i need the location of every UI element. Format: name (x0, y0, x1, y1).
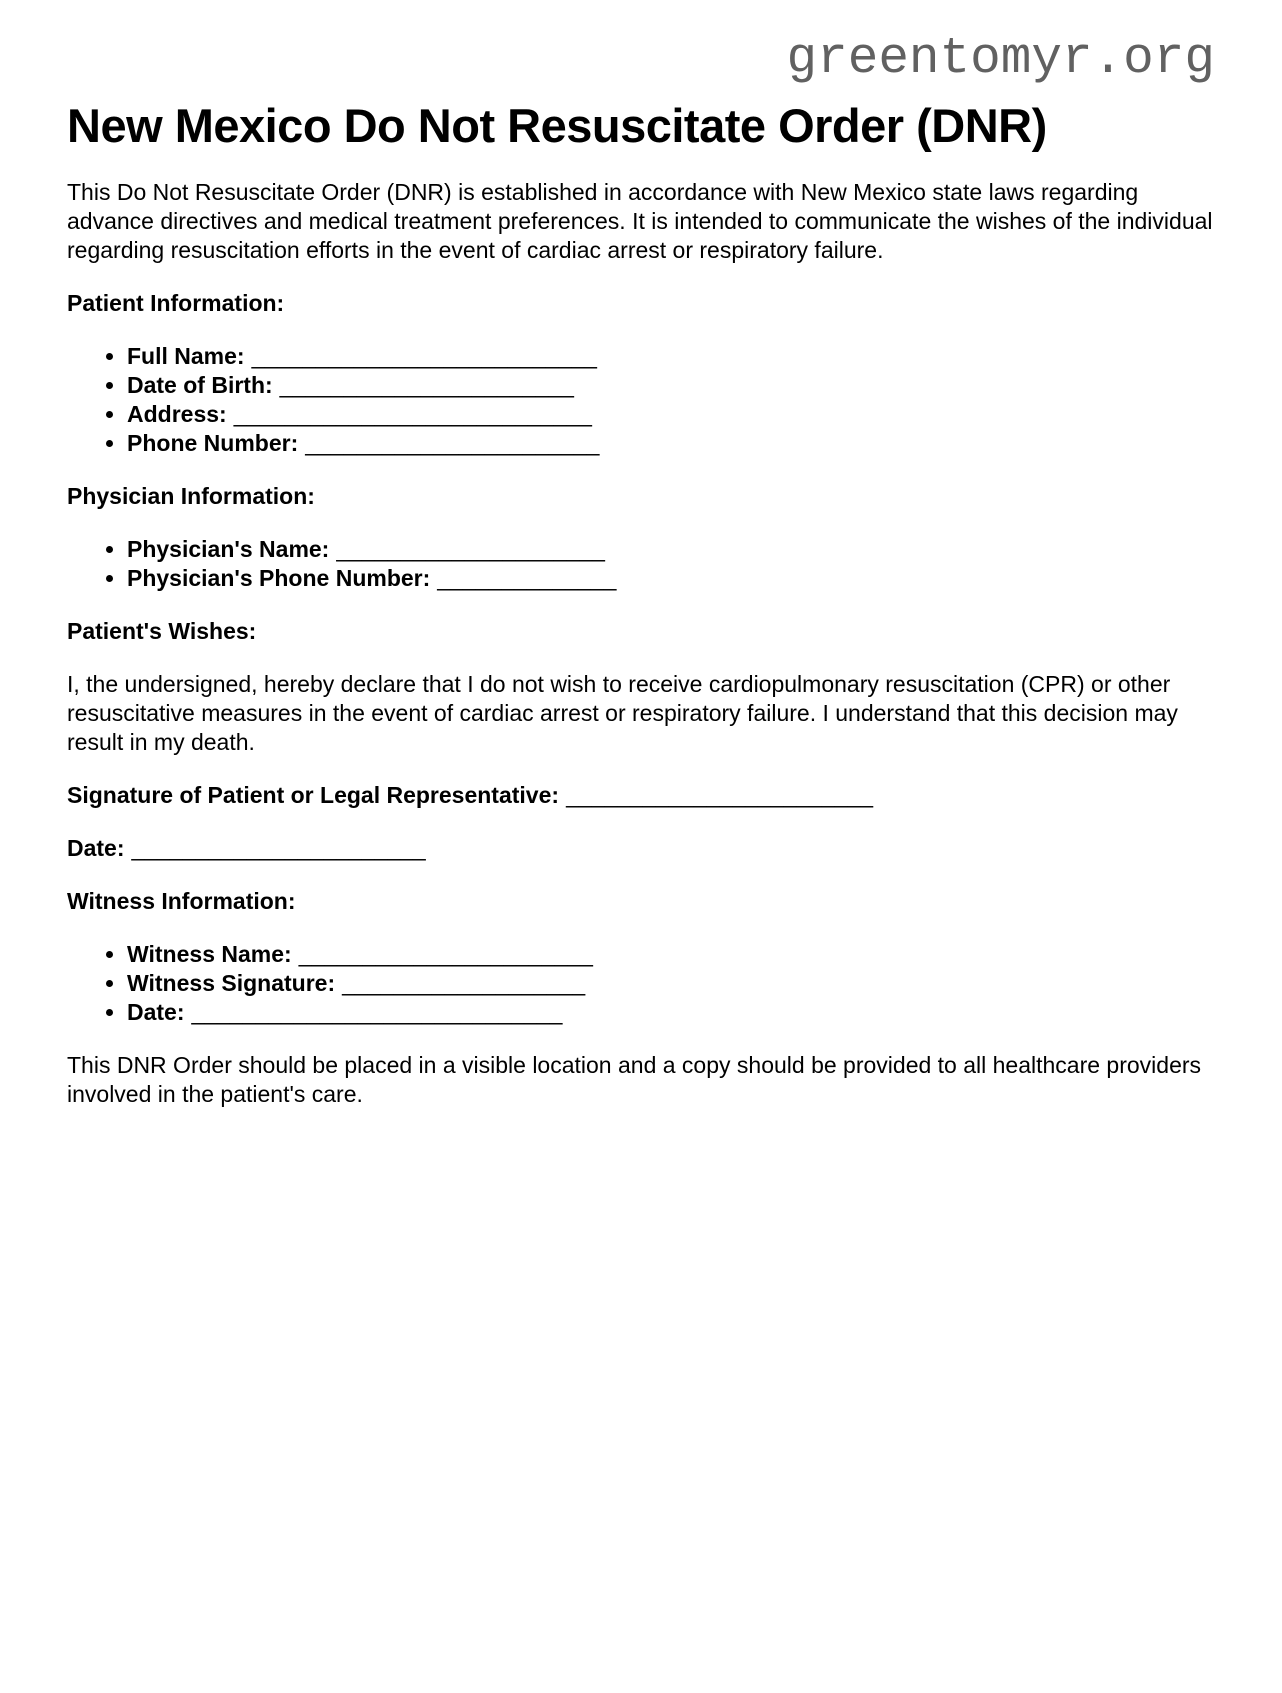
field-row-address (127, 400, 1215, 429)
signature-field (67, 781, 1215, 810)
physician-name-blank: _____________________ (336, 536, 605, 562)
witness-date-blank: _____________________________ (191, 999, 563, 1025)
witness-signature-label: Witness Signature: (127, 970, 336, 996)
field-row-date-of-birth (127, 371, 1215, 400)
field-row-full-name (127, 342, 1215, 371)
date-of-birth-label: Date of Birth: (127, 372, 273, 398)
field-row-physician-name (127, 535, 1215, 564)
field-row-witness-signature (127, 969, 1215, 998)
address-blank: ____________________________ (233, 401, 592, 427)
section-heading-physician-information: Physician Information: (67, 483, 315, 509)
physician-information-list (67, 535, 1215, 593)
address-label: Address: (127, 401, 227, 427)
document-page (0, 31, 1282, 1693)
watermark-text: greentomyr.org (786, 31, 1215, 88)
date-label: Date: (67, 835, 125, 861)
signature-blank: ________________________ (566, 782, 874, 808)
date-field (67, 834, 1215, 863)
witness-name-blank: _______________________ (298, 941, 593, 967)
physician-phone-number-blank: ______________ (437, 565, 617, 591)
field-row-phone-number (127, 429, 1215, 458)
patients-wishes-paragraph: I, the undersigned, hereby declare that I do not wish to receive cardiopulmonary resuscitation (CPR) or other resuscitative measures in the event of cardiac arrest or respiratory failure. I understand that this decision may result in my death. (67, 671, 1178, 755)
field-row-witness-date (127, 998, 1215, 1027)
date-blank: _______________________ (131, 835, 426, 861)
physician-phone-number-label: Physician's Phone Number: (127, 565, 431, 591)
physician-name-label: Physician's Name: (127, 536, 330, 562)
date-of-birth-blank: _______________________ (279, 372, 574, 398)
full-name-label: Full Name: (127, 343, 245, 369)
phone-number-label: Phone Number: (127, 430, 299, 456)
witness-information-list (67, 940, 1215, 1027)
witness-signature-blank: ___________________ (342, 970, 586, 996)
signature-label: Signature of Patient or Legal Representative: (67, 782, 560, 808)
document-title: New Mexico Do Not Resuscitate Order (DNR) (67, 99, 1047, 152)
section-heading-witness-information: Witness Information: (67, 888, 296, 914)
full-name-blank: ___________________________ (251, 343, 597, 369)
witness-name-label: Witness Name: (127, 941, 292, 967)
field-row-witness-name (127, 940, 1215, 969)
section-heading-patient-information: Patient Information: (67, 290, 285, 316)
intro-paragraph: This Do Not Resuscitate Order (DNR) is established in accordance with New Mexico state laws regarding advance directives and medical treatment preferences. It is intended to communicate the wishes of the individual regarding resuscitation efforts in the event of cardiac arrest or respiratory failure. (67, 179, 1213, 263)
footer-paragraph: This DNR Order should be placed in a visible location and a copy should be provided to all healthcare providers involved in the patient's care. (67, 1052, 1202, 1107)
field-row-physician-phone-number (127, 564, 1215, 593)
section-heading-patients-wishes: Patient's Wishes: (67, 618, 257, 644)
witness-date-label: Date: (127, 999, 185, 1025)
phone-number-blank: _______________________ (305, 430, 600, 456)
patient-information-list (67, 342, 1215, 458)
